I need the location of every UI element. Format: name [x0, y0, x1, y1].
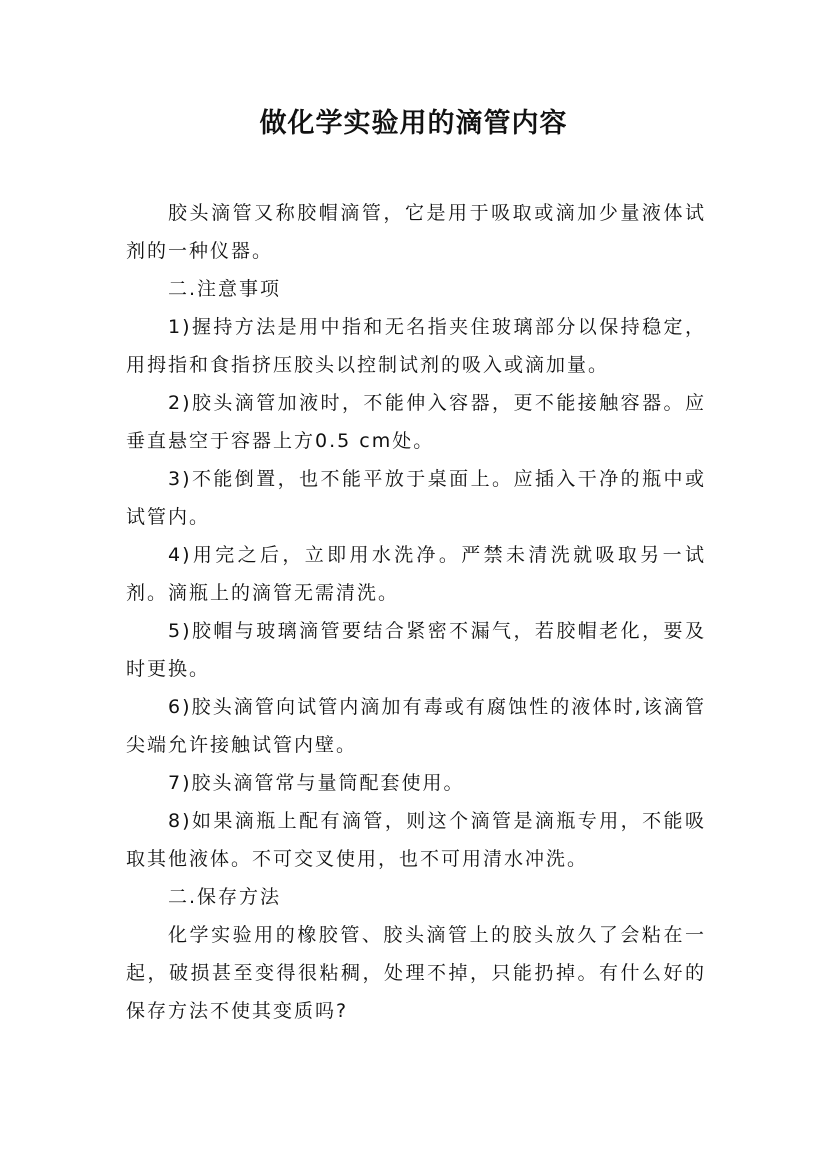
document-title: 做化学实验用的滴管内容 [259, 108, 568, 139]
precaution-item-1: 1)握持方法是用中指和无名指夹住玻璃部分以保持稳定，用拇指和食指挤压胶头以控制试剂的吸入或滴加量。 [126, 316, 706, 376]
precaution-item-2: 2)胶头滴管加液时，不能伸入容器，更不能接触容器。应垂直悬空于容器上方0.5 cm处。 [126, 392, 706, 452]
precaution-item-7: 7)胶头滴管常与量筒配套使用。 [168, 772, 465, 794]
document-body [126, 194, 706, 1030]
precaution-item-5: 5)胶帽与玻璃滴管要结合紧密不漏气，若胶帽老化，要及时更换。 [126, 620, 706, 680]
intro-paragraph: 胶头滴管又称胶帽滴管，它是用于吸取或滴加少量液体试剂的一种仪器。 [126, 202, 706, 262]
precaution-item-4: 4)用完之后，立即用水洗净。严禁未清洗就吸取另一试剂。滴瓶上的滴管无需清洗。 [126, 544, 706, 604]
precaution-item-8: 8)如果滴瓶上配有滴管，则这个滴管是滴瓶专用，不能吸取其他液体。不可交叉使用，也不可用清水冲洗。 [126, 810, 706, 870]
precaution-item-3: 3)不能倒置，也不能平放于桌面上。应插入干净的瓶中或试管内。 [126, 468, 706, 528]
section-heading-storage: 二.保存方法 [168, 886, 282, 908]
section-heading-precautions: 二.注意事项 [168, 278, 282, 300]
precaution-item-6: 6)胶头滴管向试管内滴加有毒或有腐蚀性的液体时,该滴管尖端允许接触试管内壁。 [126, 696, 706, 756]
storage-paragraph: 化学实验用的橡胶管、胶头滴管上的胶头放久了会粘在一起，破损甚至变得很粘稠，处理不掉，只能扔掉。有什么好的保存方法不使其变质吗? [126, 924, 706, 1022]
